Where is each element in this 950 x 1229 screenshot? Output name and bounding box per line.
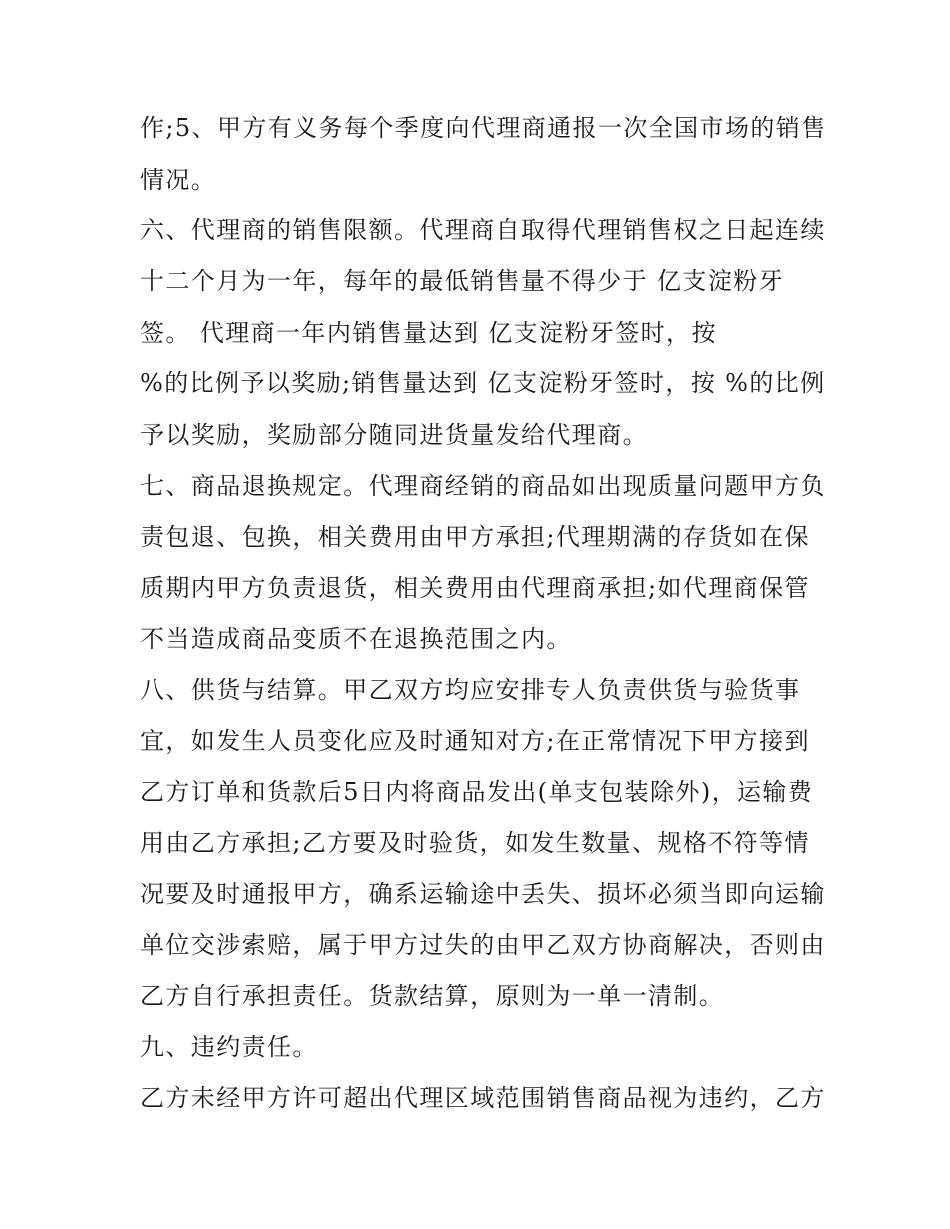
text-line: 乙方订单和货款后5日内将商品发出(单支包装除外)，运输费 (140, 778, 814, 806)
text-line: 予以奖励，奖励部分随同进货量发给代理商。 (140, 421, 648, 449)
text-line: 九、违约责任。 (140, 1033, 318, 1061)
text-line: 六、代理商的销售限额。代理商自取得代理销售权之日起连续 (140, 216, 826, 244)
text-line: 情况。 (140, 166, 217, 194)
text-line: 乙方未经甲方许可超出代理区域范围销售商品视为违约，乙方 (140, 1084, 826, 1112)
text-line: 乙方自行承担责任。货款结算，原则为一单一清制。 (140, 982, 725, 1010)
text-line: 签。 代理商一年内销售量达到 亿支淀粉牙签时，按 (140, 319, 717, 347)
text-line: 不当造成商品变质不在退换范围之内。 (140, 625, 572, 653)
text-line: 八、供货与结算。甲乙双方均应安排专人负责供货与验货事 (140, 676, 801, 704)
text-line: 宜，如发生人员变化应及时通知对方;在正常情况下甲方接到 (140, 727, 810, 755)
text-line: 责包退、包换，相关费用由甲方承担;代理期满的存货如在保 (140, 523, 810, 551)
text-line: %的比例予以奖励;销售量达到 亿支淀粉牙签时，按 %的比例 (140, 369, 826, 397)
text-line: 作;5、甲方有义务每个季度向代理商通报一次全国市场的销售 (140, 114, 827, 142)
text-line: 质期内甲方负责退货，相关费用由代理商承担;如代理商保管 (140, 574, 810, 602)
text-line: 况要及时通报甲方，确系运输途中丢失、损坏必须当即向运输 (140, 880, 826, 908)
text-line: 七、商品退换规定。代理商经销的商品如出现质量问题甲方负 (140, 472, 826, 500)
text-line: 单位交涉索赔，属于甲方过失的由甲乙双方协商解决，否则由 (140, 931, 826, 959)
text-line: 十二个月为一年，每年的最低销售量不得少于 亿支淀粉牙 (140, 267, 785, 295)
text-line: 用由乙方承担;乙方要及时验货，如发生数量、规格不符等情 (140, 829, 810, 857)
